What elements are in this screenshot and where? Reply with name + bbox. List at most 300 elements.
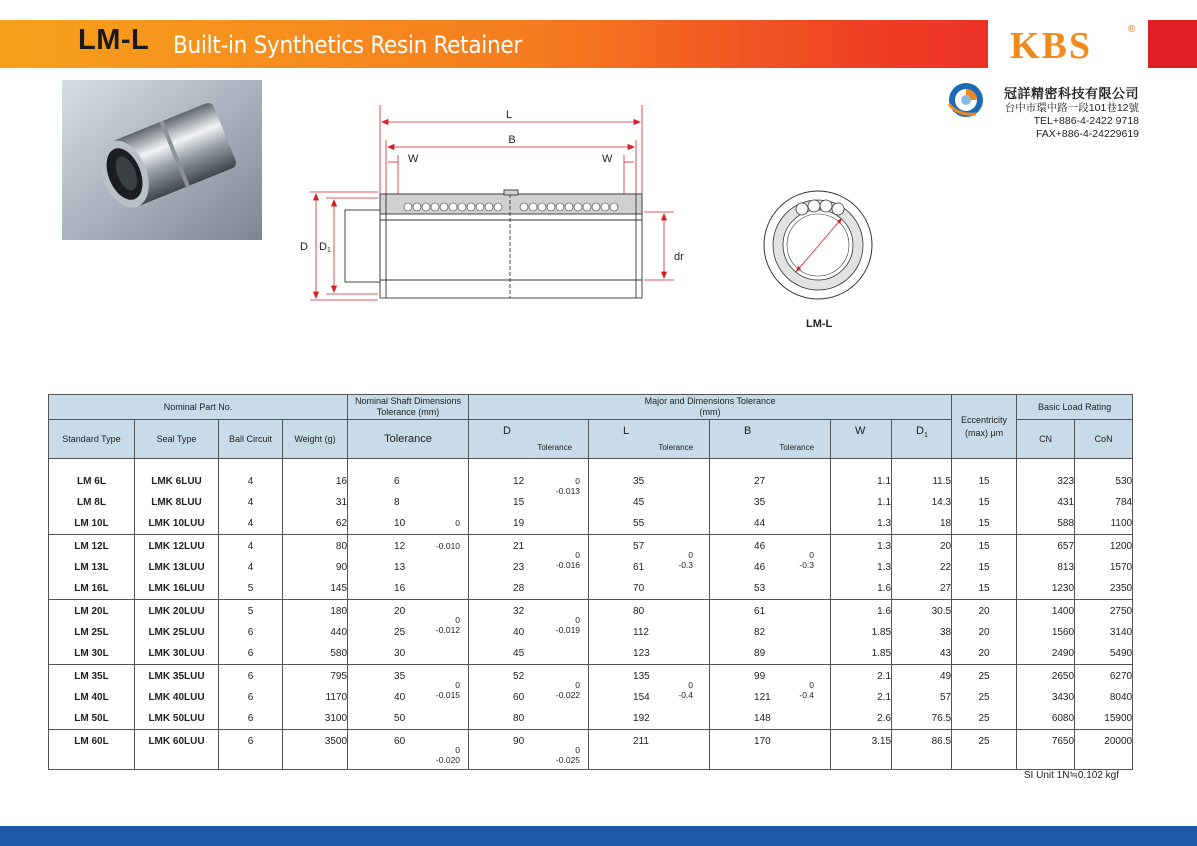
cell-value: LMK 20LUU [148, 606, 205, 617]
cell-value: 25 [394, 627, 406, 638]
table-cell [589, 665, 710, 730]
table-cell [49, 600, 135, 665]
table-cell [49, 535, 135, 600]
unit-note: SI Unit 1N≒0.102 kgf [1023, 770, 1119, 781]
cell-value: 40 [394, 692, 406, 703]
cell-value: 6 [394, 476, 400, 487]
table-cell [589, 535, 710, 600]
table-cell [952, 535, 1017, 600]
header-weight: Weight (g) [283, 420, 348, 459]
table-cell [1017, 535, 1075, 600]
cell-value: 1.6 [877, 606, 892, 617]
cell-value: 20 [978, 606, 990, 617]
header-red-tail [1148, 20, 1197, 68]
tolerance-value: -0.4 [678, 690, 694, 700]
tolerance-value: -0.025 [555, 755, 581, 765]
header-D1 [892, 420, 952, 459]
cell-value: 25 [978, 713, 990, 724]
cell-value: 6 [247, 713, 254, 724]
table-cell [1075, 730, 1133, 770]
table-row-group [49, 730, 1133, 770]
cell-value: 2490 [1051, 648, 1075, 659]
specification-table [48, 394, 1133, 770]
cell-value: 50 [394, 713, 406, 724]
cell-value: 1.3 [877, 541, 892, 552]
header-L-label: L [623, 425, 630, 437]
tolerance-mark [556, 615, 580, 635]
cell-value: 20 [978, 627, 990, 638]
cell-value: 38 [939, 627, 952, 638]
cell-value: 2750 [1109, 606, 1133, 617]
cell-value: LMK 16LUU [148, 583, 205, 594]
table-row-group [49, 459, 1133, 535]
group-header-shaft-line1: Nominal Shaft Dimensions [355, 396, 462, 406]
cell-value: LM 16L [74, 583, 109, 594]
header-L [589, 420, 710, 459]
table-cell [469, 665, 589, 730]
cell-value: 45 [633, 497, 645, 508]
company-info [1004, 83, 1139, 141]
table-cell [892, 459, 952, 535]
cell-value: LMK 60LUU [148, 736, 205, 747]
tolerance-mark [799, 680, 814, 700]
cell-value: 20000 [1104, 736, 1133, 747]
cell-value: 55 [633, 518, 645, 529]
tolerance-value: -0.022 [555, 690, 581, 700]
table-cell [1017, 730, 1075, 770]
tolerance-mark [436, 541, 460, 551]
cell-value: 1100 [1110, 518, 1133, 529]
tolerance-value: 0 [809, 680, 815, 690]
cell-value: 82 [754, 627, 766, 638]
tolerance-mark [678, 550, 693, 570]
table-cell [219, 665, 283, 730]
group-header-major-line1: Major and Dimensions Tolerance [644, 396, 776, 406]
tolerance-value: -0.020 [435, 755, 461, 765]
header-W-label: W [855, 425, 866, 437]
cell-value: 11.5 [932, 476, 952, 487]
end-view-drawing [760, 180, 890, 310]
tolerance-mark [436, 680, 460, 700]
tolerance-mark [436, 745, 460, 765]
group-header-shaft [348, 395, 469, 420]
header-standard-type: Standard Type [49, 420, 135, 459]
company-address: 台中市環中路一段101巷12號 [1004, 102, 1139, 114]
cell-value: 12 [394, 541, 406, 552]
cell-value: 1560 [1051, 627, 1075, 638]
cell-value: LM 13L [74, 562, 109, 573]
cell-value: 1200 [1109, 541, 1133, 552]
cell-value: 170 [754, 736, 771, 747]
cell-value: 20 [394, 606, 406, 617]
cell-value: 19 [513, 518, 525, 529]
cell-value: 14.3 [931, 497, 952, 508]
cell-value: 1.85 [871, 648, 892, 659]
dim-dr-label: dr [674, 251, 684, 263]
cell-value: 1.3 [877, 562, 892, 573]
header-D-label: D [503, 425, 511, 437]
table-cell [1075, 600, 1133, 665]
cell-value: 76.5 [931, 713, 952, 724]
cell-value: 1.1 [877, 497, 892, 508]
cell-value: 44 [754, 518, 766, 529]
table-cell [589, 459, 710, 535]
cell-value: 2.6 [877, 713, 892, 724]
cell-value: 7650 [1051, 736, 1075, 747]
cell-value: LM 8L [77, 497, 106, 508]
tolerance-value: 0 [575, 476, 581, 486]
cell-value: 40 [513, 627, 525, 638]
table-cell [219, 600, 283, 665]
tolerance-mark [799, 550, 814, 570]
tolerance-value: -0.3 [799, 560, 815, 570]
cell-value: 2350 [1109, 583, 1133, 594]
cell-value: 8040 [1109, 692, 1133, 703]
cell-value: 15 [513, 497, 525, 508]
cell-value: 52 [513, 671, 525, 682]
cell-value: LMK 12LUU [148, 541, 205, 552]
cell-value: 4 [247, 562, 254, 573]
cell-value: LMK 30LUU [148, 648, 205, 659]
cell-value: 2.1 [877, 671, 892, 682]
table-cell [589, 600, 710, 665]
table-cell [589, 730, 710, 770]
registered-mark: ® [1128, 24, 1136, 35]
cell-value: 3100 [324, 713, 348, 724]
tolerance-value: -0.015 [435, 690, 461, 700]
dim-W-left-label: W [408, 153, 419, 165]
company-name: 冠詳精密科技有限公司 [1003, 86, 1139, 101]
cell-value: LM 12L [74, 541, 109, 552]
dim-W-right-label: W [602, 153, 613, 165]
tolerance-value: -0.010 [435, 541, 461, 551]
tolerance-value: 0 [455, 680, 461, 690]
cell-value: 80 [633, 606, 645, 617]
table-cell [892, 600, 952, 665]
cell-value: 145 [330, 583, 348, 594]
cell-value: LMK 10LUU [148, 518, 205, 529]
cell-value: 30.5 [931, 606, 952, 617]
table-cell [952, 730, 1017, 770]
cell-value: 70 [633, 583, 645, 594]
cell-value: 27 [754, 476, 766, 487]
table-cell [219, 535, 283, 600]
cell-value: LMK 40LUU [148, 692, 205, 703]
header-shaft-tolerance: Tolerance [348, 420, 469, 459]
cell-value: 35 [633, 476, 645, 487]
cell-value: 784 [1115, 497, 1133, 508]
company-fax: FAX+886-4-24229619 [1035, 128, 1139, 140]
table-cell [952, 600, 1017, 665]
cell-value: 61 [754, 606, 766, 617]
table-cell [135, 665, 219, 730]
table-cell [710, 535, 831, 600]
tolerance-value: -0.012 [435, 625, 461, 635]
table-cell [1017, 600, 1075, 665]
tolerance-mark [556, 550, 580, 570]
cell-value: 22 [939, 562, 952, 573]
tolerance-value: -0.4 [799, 690, 815, 700]
cell-value: 80 [513, 713, 525, 724]
table-cell [831, 665, 892, 730]
cell-value: LM 60L [74, 736, 109, 747]
product-photo [62, 80, 262, 240]
cell-value: 148 [754, 713, 771, 724]
cell-value: LM 20L [74, 606, 109, 617]
table-cell [1017, 459, 1075, 535]
table-cell [1075, 535, 1133, 600]
cell-value: 57 [633, 541, 645, 552]
cell-value: 211 [633, 736, 649, 747]
table-cell [831, 600, 892, 665]
cell-value: 6270 [1109, 671, 1133, 682]
cell-value: 49 [939, 671, 952, 682]
product-description: Built-in Synthetics Resin Retainer [173, 31, 522, 59]
cell-value: 1.85 [871, 627, 892, 638]
cell-value: 20 [939, 541, 952, 552]
table-cell [348, 665, 469, 730]
table-cell [219, 730, 283, 770]
cell-value: 25 [978, 736, 990, 747]
table-row-group [49, 600, 1133, 665]
table-row-group [49, 665, 1133, 730]
header-eccentricity-line1: Eccentricity [961, 414, 1008, 425]
cell-value: 123 [633, 648, 650, 659]
cell-value: 32 [513, 606, 525, 617]
header-W [831, 420, 892, 459]
tolerance-mark [556, 745, 580, 765]
tolerance-value: -0.013 [555, 486, 581, 496]
cell-value: 5 [247, 606, 254, 617]
cell-value: 60 [394, 736, 406, 747]
table-cell [831, 459, 892, 535]
cell-value: 530 [1115, 476, 1133, 487]
cell-value: 53 [754, 583, 766, 594]
table-cell [283, 535, 348, 600]
cell-value: 30 [394, 648, 406, 659]
dim-L-label: L [505, 109, 513, 121]
table-cell [283, 730, 348, 770]
cell-value: 8 [394, 497, 400, 508]
table-cell [831, 535, 892, 600]
cell-value: 46 [754, 541, 766, 552]
brand-logo: KBS [1010, 25, 1093, 67]
cell-value: 2.1 [877, 692, 892, 703]
table-row-group [49, 535, 1133, 600]
header-B-tolerance: Tolerance [779, 443, 815, 452]
header-ball-circuit: Ball Circuit [219, 420, 283, 459]
header-eccentricity-line2: (max) μm [964, 427, 1004, 438]
cell-value: 3430 [1051, 692, 1075, 703]
tolerance-value: 0 [688, 550, 694, 560]
cell-value: 89 [754, 648, 766, 659]
cell-value: 90 [513, 736, 525, 747]
table-cell [831, 730, 892, 770]
cell-value: 15 [978, 562, 990, 573]
table-cell [283, 459, 348, 535]
cell-value: 35 [394, 671, 406, 682]
header-D-tolerance: Tolerance [537, 443, 573, 452]
cell-value: 25 [978, 692, 990, 703]
header-D [469, 420, 589, 459]
table-cell [348, 459, 469, 535]
cell-value: 112 [633, 627, 649, 638]
dim-D1-label: D [319, 241, 327, 253]
table-cell [710, 730, 831, 770]
header-con: CoN [1075, 420, 1133, 459]
table-cell [135, 459, 219, 535]
table-cell [892, 665, 952, 730]
table-cell [892, 535, 952, 600]
cell-value: 18 [939, 518, 952, 529]
cell-value: 5490 [1109, 648, 1133, 659]
header-seal-type: Seal Type [135, 420, 219, 459]
cell-value: LM 50L [74, 713, 109, 724]
table-cell [348, 730, 469, 770]
tolerance-mark [678, 680, 693, 700]
cell-value: 28 [513, 583, 525, 594]
cell-value: 16 [335, 476, 348, 487]
cell-value: 1.6 [877, 583, 892, 594]
table-cell [469, 730, 589, 770]
cell-value: 21 [513, 541, 525, 552]
table-cell [952, 459, 1017, 535]
group-header-nominal: Nominal Part No. [49, 395, 348, 420]
cell-value: 121 [754, 692, 771, 703]
table-cell [135, 730, 219, 770]
cell-value: 45 [513, 648, 525, 659]
cell-value: 4 [247, 497, 254, 508]
dim-D-label: D [300, 241, 308, 253]
cell-value: 440 [330, 627, 348, 638]
table-cell [49, 730, 135, 770]
table-cell [710, 665, 831, 730]
cell-value: 13 [394, 562, 406, 573]
tolerance-mark [436, 615, 460, 635]
cell-value: 27 [939, 583, 952, 594]
cell-value: LMK 13LUU [148, 562, 205, 573]
table-cell [892, 730, 952, 770]
cell-value: 86.5 [931, 736, 952, 747]
cell-value: 1570 [1109, 562, 1133, 573]
dim-D1-subscript: 1 [327, 247, 331, 254]
cell-value: LM 30L [74, 648, 109, 659]
table-cell [952, 665, 1017, 730]
cross-section-drawing [290, 100, 710, 320]
cell-value: 180 [330, 606, 348, 617]
cell-value: LMK 8LUU [151, 497, 202, 508]
cell-value: 15 [978, 476, 990, 487]
cell-value: 15900 [1104, 713, 1133, 724]
tolerance-mark [556, 476, 580, 496]
cell-value: 4 [247, 476, 254, 487]
end-view-label: LM-L [806, 318, 833, 330]
tolerance-value: 0 [809, 550, 815, 560]
cell-value: 192 [633, 713, 650, 724]
cell-value: 43 [939, 648, 952, 659]
table-cell [710, 459, 831, 535]
cell-value: 588 [1057, 518, 1075, 529]
dim-B-label: B [508, 134, 516, 146]
cell-value: 16 [394, 583, 406, 594]
table-cell [135, 600, 219, 665]
cell-value: 25 [978, 671, 990, 682]
tolerance-value: 0 [575, 680, 581, 690]
cell-value: 61 [633, 562, 645, 573]
cell-value: 6 [247, 671, 254, 682]
tolerance-value: -0.019 [555, 625, 581, 635]
cell-value: 3.15 [871, 736, 892, 747]
header-D1-letter: D [916, 425, 924, 437]
cell-value: 57 [939, 692, 952, 703]
tolerance-value: 0 [575, 745, 581, 755]
cell-value: 1170 [325, 692, 348, 703]
tolerance-value: 0 [688, 680, 694, 690]
cell-value: LM 25L [74, 627, 109, 638]
table-cell [469, 600, 589, 665]
cell-value: 12 [513, 476, 525, 487]
cell-value: 1230 [1051, 583, 1075, 594]
cell-value: 580 [330, 648, 348, 659]
cell-value: 813 [1057, 562, 1075, 573]
table-cell [348, 535, 469, 600]
table-cell [135, 535, 219, 600]
cell-value: LM 6L [77, 476, 106, 487]
cell-value: 135 [633, 671, 650, 682]
cell-value: 5 [247, 583, 254, 594]
header-eccentricity [952, 395, 1017, 459]
cell-value: 60 [513, 692, 525, 703]
group-header-shaft-line2: Tolerance (mm) [376, 407, 440, 417]
table-cell [283, 665, 348, 730]
table-cell [219, 459, 283, 535]
tolerance-value: 0 [575, 615, 581, 625]
cell-value: LMK 35LUU [148, 671, 205, 682]
cell-value: 795 [330, 671, 348, 682]
cell-value: LM 10L [74, 518, 109, 529]
tolerance-mark [556, 680, 580, 700]
cell-value: 3500 [324, 736, 348, 747]
cell-value: 23 [513, 562, 525, 573]
group-header-major-line2: (mm) [699, 407, 721, 417]
cell-value: 3140 [1109, 627, 1133, 638]
cell-value: LM 35L [74, 671, 109, 682]
table-cell [710, 600, 831, 665]
cell-value: 1.1 [877, 476, 892, 487]
cell-value: 80 [335, 541, 348, 552]
cell-value: 46 [754, 562, 766, 573]
table-cell [469, 459, 589, 535]
cell-value: 20 [978, 648, 990, 659]
cell-value: 1400 [1051, 606, 1075, 617]
cell-value: 31 [335, 497, 348, 508]
cell-value: LMK 50LUU [148, 713, 205, 724]
table-cell [49, 665, 135, 730]
company-emblem-icon [946, 80, 992, 120]
header-D1-label [916, 425, 928, 439]
tolerance-value: -0.016 [555, 560, 581, 570]
cell-value: 99 [754, 671, 766, 682]
cell-value: 62 [335, 518, 348, 529]
cell-value: 2650 [1051, 671, 1075, 682]
header-cn: CN [1017, 420, 1075, 459]
cell-value: 15 [978, 518, 990, 529]
cell-value: 657 [1057, 541, 1075, 552]
header-D1-subscript: 1 [923, 432, 928, 440]
company-tel: TEL+886-4-2422 9718 [1033, 115, 1139, 127]
table-cell [283, 600, 348, 665]
cell-value: 15 [978, 497, 990, 508]
